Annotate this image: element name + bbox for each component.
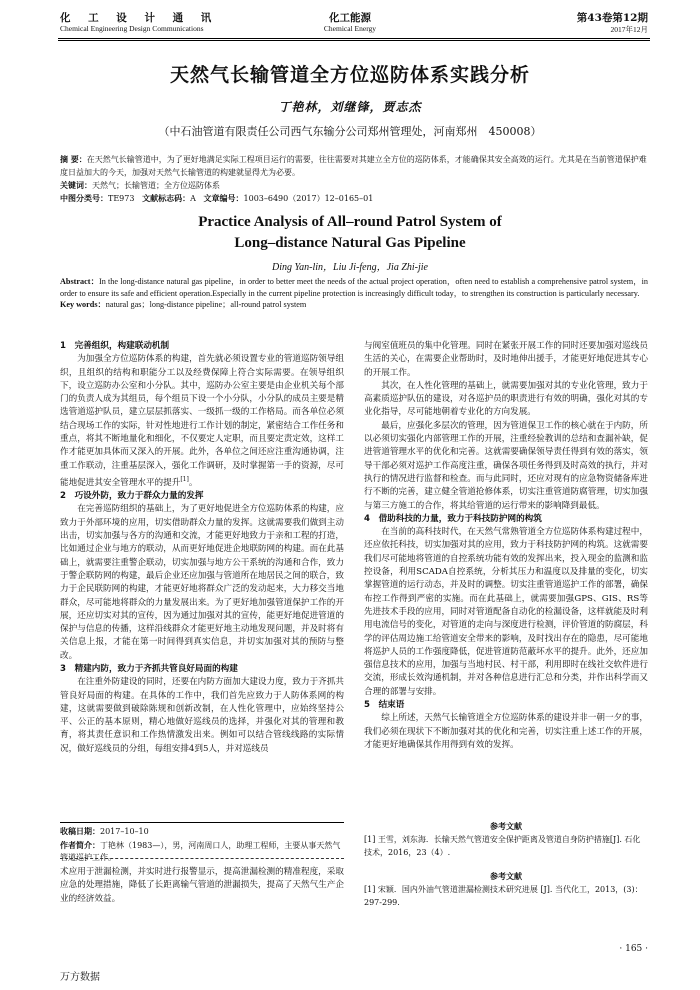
paragraph: 在注重外防建设的同时，还要在内防方面加大建设力度，致力于齐抓共管良好局面的构建。在具体的工作中，我们首先应致力于人防体系网的构建，这就需要做到破除陈规和创新改制，在人性化管理中，应始终坚持公平、公正的基本原则，精心地做好巡线员的选择，并强化对其的管理和教育，将其责任意识和工作热情激发出来。例如可以结合管线线路的实际情况，做好巡线员的分组，每组安排4到5人，并对巡线员 — [60, 677, 344, 754]
body-column-right — [364, 340, 648, 752]
paragraph: 在完善巡防组织的基础上，为了更好地促进全方位巡防体系的构建，应致力于外部环境的应用，切实借助群众力量的发挥。这就需要我们做到主动出击，切实加强与各方的沟通和交流，才能更好地致力于亲和工程的打造，比如通过企业与地方的联动，从而更好地促进企地联防网的构建。而在此基础上，就需要注重警企联动，切实加强与地方公干系统的沟通和合作，致力于警企联防网的构建，最后企业还应加强与管道所在地居民之间的联合，致力于企民联防网的构建，才能更好地将群众广泛的发动起来，大力移交当地群众，尽可能地将群众的力量发展出来。为了更好地加强管道保护工作的开展，还应切实对其的宣传，因为通过加强对其的宣传，能更好地促进管道的保护与信息的传播，这样沿线群众才能更好地主动地发现问题，并及时将有关信息上报，才能在第一时间得到真实信息，并切实加强对其的预防与整改。 — [60, 504, 344, 661]
issue-date: 2017年12月 — [610, 25, 648, 34]
title-en — [0, 212, 700, 254]
authors-en: Ding Yan-lin，Liu Ji-feng，Jia Zhi-jie — [271, 262, 428, 273]
footer-watermark: 万方数据 — [60, 972, 100, 983]
references-1 — [364, 820, 648, 859]
page-title: 天然气长输管道全方位巡防体系实践分析 — [169, 64, 530, 86]
received-label: 收稿日期： — [60, 826, 100, 836]
header-rule — [58, 40, 650, 41]
paragraph-end: 。 — [188, 477, 198, 488]
journal-name-en: Chemical Engineering Design Communications — [60, 24, 204, 33]
section-heading: 1 完善组织，构建联动机制 — [60, 341, 170, 351]
journal-name-cn: 化 工 设 计 通 讯 — [60, 12, 219, 24]
body-column-left — [60, 340, 344, 756]
clc-value: TE973 — [108, 194, 135, 203]
author-bio: 丁艳林（1983—），男，河南周口人，助理工程师，主要从事天然气管道巡护工作。 — [60, 840, 341, 862]
header-rule — [58, 38, 650, 39]
article-no-label: 文章编号： — [203, 193, 244, 203]
abstract-en-label: Abstract： — [60, 277, 99, 286]
abstract-en — [60, 276, 648, 311]
keywords-en-text: natural gas；long-distance pipeline；all-round patrol system — [105, 300, 307, 309]
continued-article-text: 术应用于泄漏检测，并实时进行报警显示，提高泄漏检测的精准程度，采取应急的处理措施，降低了长距离输气管道的泄漏损失，提高了天然气生产企业的经济效益。 — [60, 867, 344, 904]
paragraph: 其次，在人性化管理的基础上，就需要加强对其的专业化管理，致力于高素质巡护队伍的建设，对各巡护员的职责进行有效的明确，强化对其的专业化指导，尽可能地朝着专业化的方向发展。 — [364, 380, 648, 418]
paragraph: 与阀室值班员的集中化管理。同时在紧张开展工作的同时还要加强对巡线员生活的关心，在需要企业帮助时，及时地伸出援手，才能更好地促进其专心的开展工作。 — [364, 341, 648, 378]
paragraph: 在当前的高科技时代，在天然气常熟管道全方位巡防体系构建过程中，还应依托科技，切实加强对其的应用，致力于科技防护网的构筑。这就需要我们尽可能地将管道的自控系统功能有效的发挥出来，投入现金的监测和监控设备，利用SCADA自控系统，分析其压力和温度以及排量的变化，切实掌握管道的运行动态，并及时的调整。切实注重管道巡护工作的部署，确保布控工作得到严密的实施。而在此基础上，就需要加强GPS、GIS、RS等先进技术手段的应用，同时对管道配备自动化的检漏设备，这样就能及时利用电流信号的变化，对管道的走向与深度进行检测，评价管道的防腐层，科学的评估周边施工给管道安全带来的影响，及时找出存在的隐患，尽可能地将巡护人员的工作强度降低，促进管道防范蔽坏水平的提升。此外，还应加强信息技术的应用，加强与当地村民、村干部，利用即时在线社交软件进行交流，形成长效沟通机制，并对各种信息进行汇总和分类，并作出科学而又合理的部署与安排。 — [364, 527, 648, 697]
reference-item: [1] 宋颖．国内外油气管道泄漏检测技术研究进展 [J]. 当代化工，2013，(3)：297-299. — [364, 885, 643, 907]
section-heading: 4 借助科技的力量，致力于科技防护网的构筑 — [364, 513, 542, 524]
references-title: 参考文献 — [490, 872, 522, 881]
paragraph: 综上所述，天然气长输管道全方位巡防体系的建设并非一朝一夕的事，我们必须在现状下不断加强对其的优化和完善，切实注重上述工作的开展，才能更好地确保其作用得到有效的发挥。 — [364, 713, 648, 750]
page-number: · 165 · — [619, 944, 648, 954]
article-no-value: 1003–6490（2017）12–0165–01 — [243, 194, 374, 203]
citation: [1] — [180, 475, 189, 483]
article-separator — [60, 858, 344, 859]
title-en-line2: Long–distance Natural Gas Pipeline — [234, 235, 466, 251]
references-2 — [364, 870, 648, 909]
section-name-cn: 化工能源 — [329, 12, 371, 24]
volume-issue: 第43卷第12期 — [576, 12, 648, 24]
doc-code-label: 文献标志码： — [142, 193, 191, 203]
title-en-line1: Practice Analysis of All–round Patrol System of — [198, 214, 502, 230]
paragraph: 最后，应强化多层次的管理，因为管道保卫工作的核心就在于内防，所以必须切实强化内部管理工作的开展，注重经验教训的总结和查漏补缺，促进管道管理水平的优化和完善。这就需要确保领导责任得到有效的落实，领导干部必须对巡护工作高度注重，确保各项任务得到及时高效的执行，并对执行的情况进行监督和检查。而与此同时，还应对现有的应急物资储备库进行不断的完善，建立健全管道抢修体系，切实注重管道防腐管理，切实加强与第三方施工的合作，将其给管道的运行带来的影响降到最低。 — [364, 420, 648, 511]
affiliation-cn: （中石油管道有限责任公司西气东输分公司郑州管理处，河南郑州 450008） — [158, 125, 542, 138]
authors-cn: 丁艳林，刘继锋，贾志杰 — [278, 100, 422, 114]
section-heading: 3 精建内防，致力于齐抓共管良好局面的构建 — [60, 663, 238, 674]
paragraph-text: 为加强全方位巡防体系的构建，首先就必须设置专业的管道巡防领导组织，且组织的结构和职能分工以及经费保障上符合实际需要。在领导组织下，设立巡防办公室和小分队。其中，巡防办公室主要是由企业机关每个部门的负责人成为其组员，每个组员下设一个小分队，小分队的成员主要是精选管道巡护队员，建立层层抓落实、一级抓一级的工作格局。而各单位必须结合现场工作的实际，针对性地进行工作计划的制定，紧密结合工作任务和重点，将其不断地量化和细化，不仅要定人定职，而且要定责定效，这样工作才能更加具体而又深入的开展。此外，各单位之间还应注重沟通协调，注重工作联动，注重基层深入，强化工作调研，及时掌握第一手的资源，尽可能地促进其安全管理水平的提升 — [60, 354, 344, 488]
keywords-text: 天然气；长输管道；全方位巡防体系 — [92, 181, 220, 190]
author-bio-label: 作者简介： — [60, 839, 100, 850]
abstract-text: 在天然气长输管道中，为了更好地满足实际工程项目运行的需要，往往需要对其建立全方位的巡防体系，才能确保其安全高效的运行。尤其是在当前管道保护难度日益加大的今天，加强对天然气长输管道的构建就显得尤为必要。 — [60, 155, 647, 177]
footnote-rule — [60, 822, 344, 823]
doc-code-value: A — [190, 194, 196, 203]
abstract-en-text: In the long-distance natural gas pipeline，in order to better meet the needs of the actual project operation，often need to establish a comprehensive patrol system，in order to ensure its safe and efficient operation.Especially in the current pipeline protection is increasingly difficult today，to strengthen its construction is particularly necessary. — [60, 277, 648, 298]
paragraph — [60, 353, 344, 490]
abstract-label: 摘 要： — [60, 154, 87, 164]
section-name-en: Chemical Energy — [323, 24, 377, 33]
section-heading: 5 结束语 — [364, 700, 405, 711]
clc-label: 中图分类号： — [60, 193, 108, 203]
references-title: 参考文献 — [490, 822, 522, 831]
reference-item: [1] 王雪，刘东海．长输天然气管道安全保护距离及管道自身防护措施[J]. 石化技术，2016，23（4）. — [364, 835, 641, 857]
received-date: 2017–10–10 — [100, 827, 149, 836]
keywords-en-label: Key words： — [60, 300, 106, 309]
keywords-label: 关键词： — [60, 180, 92, 190]
section-heading: 2 巧设外防，致力于群众力量的发挥 — [60, 491, 204, 502]
abstract-cn — [60, 153, 648, 205]
